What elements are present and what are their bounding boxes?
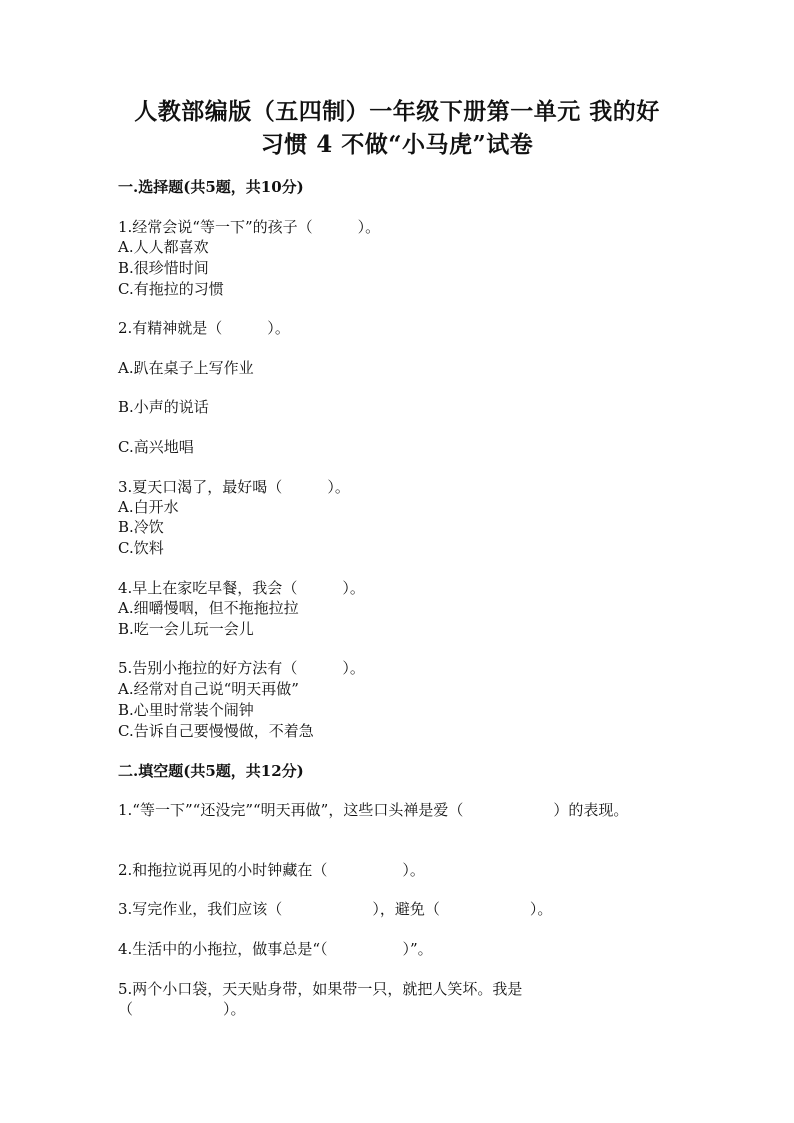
question-stem: 2.有精神就是（ ）。 <box>118 319 290 337</box>
fill-question: 2.和拖拉说再见的小时钟藏在（ ）。 <box>118 861 425 879</box>
answer-option: C.高兴地唱 <box>118 438 194 456</box>
answer-option: C.告诉自己要慢慢做，不着急 <box>118 722 314 740</box>
question-stem: 3.夏天口渴了，最好喝（ ）。 <box>118 478 350 496</box>
answer-option: A.白开水 <box>118 498 179 516</box>
fill-question: 5.两个小口袋，天天贴身带，如果带一只，就把人笑坏。我是（ ）。 <box>118 980 523 1018</box>
answer-option: A.趴在桌子上写作业 <box>118 359 254 377</box>
question-stem: 4.早上在家吃早餐，我会（ ）。 <box>118 579 365 597</box>
answer-option: C.饮料 <box>118 539 164 557</box>
fill-question: 1.“等一下”“还没完”“明天再做”，这些口头禅是爱（ ）的表现。 <box>118 801 629 819</box>
fill-question: 3.写完作业，我们应该（ ），避免（ ）。 <box>118 900 553 918</box>
answer-option: B.小声的说话 <box>118 398 209 416</box>
document-title-line1: 人教部编版（五四制）一年级下册第一单元 我的好 <box>134 98 660 125</box>
document-title-line2: 习惯 4 不做“小马虎”试卷 <box>260 131 534 158</box>
answer-option: A.细嚼慢咽，但不拖拖拉拉 <box>118 599 299 617</box>
answer-option: A.人人都喜欢 <box>118 238 209 256</box>
answer-option: A.经常对自己说“明天再做” <box>118 680 299 698</box>
question-stem: 5.告别小拖拉的好方法有（ ）。 <box>118 659 365 677</box>
answer-option: B.很珍惜时间 <box>118 259 209 277</box>
section-heading-fill: 二.填空题(共5题，共12分) <box>118 762 304 780</box>
fill-question: 4.生活中的小拖拉，做事总是“（ ）”。 <box>118 940 433 958</box>
question-stem: 1.经常会说“等一下”的孩子（ ）。 <box>118 218 381 236</box>
answer-option: C.有拖拉的习惯 <box>118 280 224 298</box>
answer-option: B.心里时常装个闹钟 <box>118 701 254 719</box>
answer-option: B.吃一会儿玩一会儿 <box>118 620 254 638</box>
section-heading-choice: 一.选择题(共5题，共10分) <box>118 178 304 196</box>
answer-option: B.冷饮 <box>118 518 164 536</box>
